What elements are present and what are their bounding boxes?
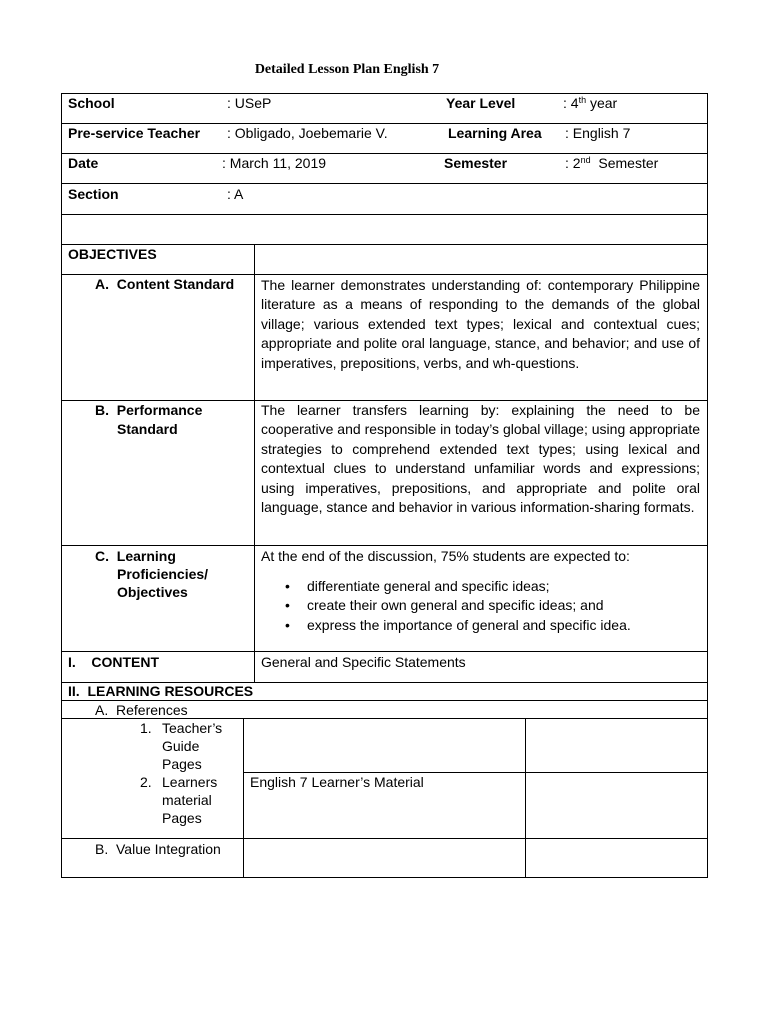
references-label: A. References <box>95 702 188 718</box>
list-item: • create their own general and specific ideas; and <box>261 596 631 615</box>
performance-standard-label-2: Standard <box>117 421 178 437</box>
learning-proficiencies-intro: At the end of the discussion, 75% students are expected to: <box>261 548 630 564</box>
performance-standard-label: B. Performance <box>95 402 203 418</box>
content-label: I. CONTENT <box>68 654 159 670</box>
learning-proficiencies-label: C. Learning <box>95 548 176 564</box>
learners-material-label-2: material <box>162 792 212 808</box>
list-item: • differentiate general and specific ideas; <box>261 577 631 596</box>
year-level-label: Year Level <box>446 95 516 111</box>
content-standard-label: A. Content Standard <box>95 276 235 292</box>
section-value: : A <box>227 186 244 202</box>
teacher-label: Pre-service Teacher <box>68 125 201 141</box>
teachers-guide-label-2: Guide <box>162 738 200 754</box>
learners-material-num: 2. <box>140 774 152 790</box>
school-label: School <box>68 95 115 111</box>
learning-resources-heading: II. LEARNING RESOURCES <box>68 683 254 699</box>
teacher-value: : Obligado, Joebemarie V. <box>227 125 388 141</box>
teachers-guide-num: 1. <box>140 720 152 736</box>
learning-proficiencies-label-3: Objectives <box>117 584 188 600</box>
content-standard-text: The learner demonstrates understanding of: contemporary Philippine literature as a means of responding to the demands of the global village; various extended text types; lexical and contextual cues; appropriate and polite oral language, stance, and behavior; and use of imperatives, prepositions, verbs, and wh-questions. <box>261 277 700 371</box>
list-item: • express the importance of general and specific idea. <box>261 616 631 635</box>
learners-material-value: English 7 Learner’s Material <box>250 774 424 790</box>
section-label: Section <box>68 186 119 202</box>
teachers-guide-label: Teacher’s <box>162 720 223 736</box>
content-value: General and Specific Statements <box>261 654 466 670</box>
performance-standard-text: The learner transfers learning by: explaining the need to be cooperative and responsible in today’s global village; using appropriate strategies to comprehend extended text types; using lexical and contextual clues to understand unfamiliar words and expressions; using imperatives, prepositions, and appropriate and polite oral language, stance and behavior in various information-sharing formats. <box>261 402 700 516</box>
school-value: : USeP <box>227 95 272 111</box>
date-value: : March 11, 2019 <box>222 155 327 171</box>
learning-area-value: : English 7 <box>565 125 631 141</box>
document-title: Detailed Lesson Plan English 7 <box>254 62 440 77</box>
learners-material-label: Learners <box>162 774 218 790</box>
semester-label: Semester <box>444 155 508 171</box>
learners-material-label-3: Pages <box>162 810 202 826</box>
semester-value: : 2nd Semester <box>565 155 659 171</box>
teachers-guide-label-3: Pages <box>162 756 202 772</box>
year-level-value: : 4th year <box>563 95 618 111</box>
learning-proficiencies-label-2: Proficiencies/ <box>117 566 209 582</box>
value-integration-label: B. Value Integration <box>95 841 221 857</box>
date-label: Date <box>68 155 99 171</box>
objectives-heading: OBJECTIVES <box>68 246 157 262</box>
objectives-bullet-list <box>261 577 631 635</box>
learning-area-label: Learning Area <box>448 125 542 141</box>
